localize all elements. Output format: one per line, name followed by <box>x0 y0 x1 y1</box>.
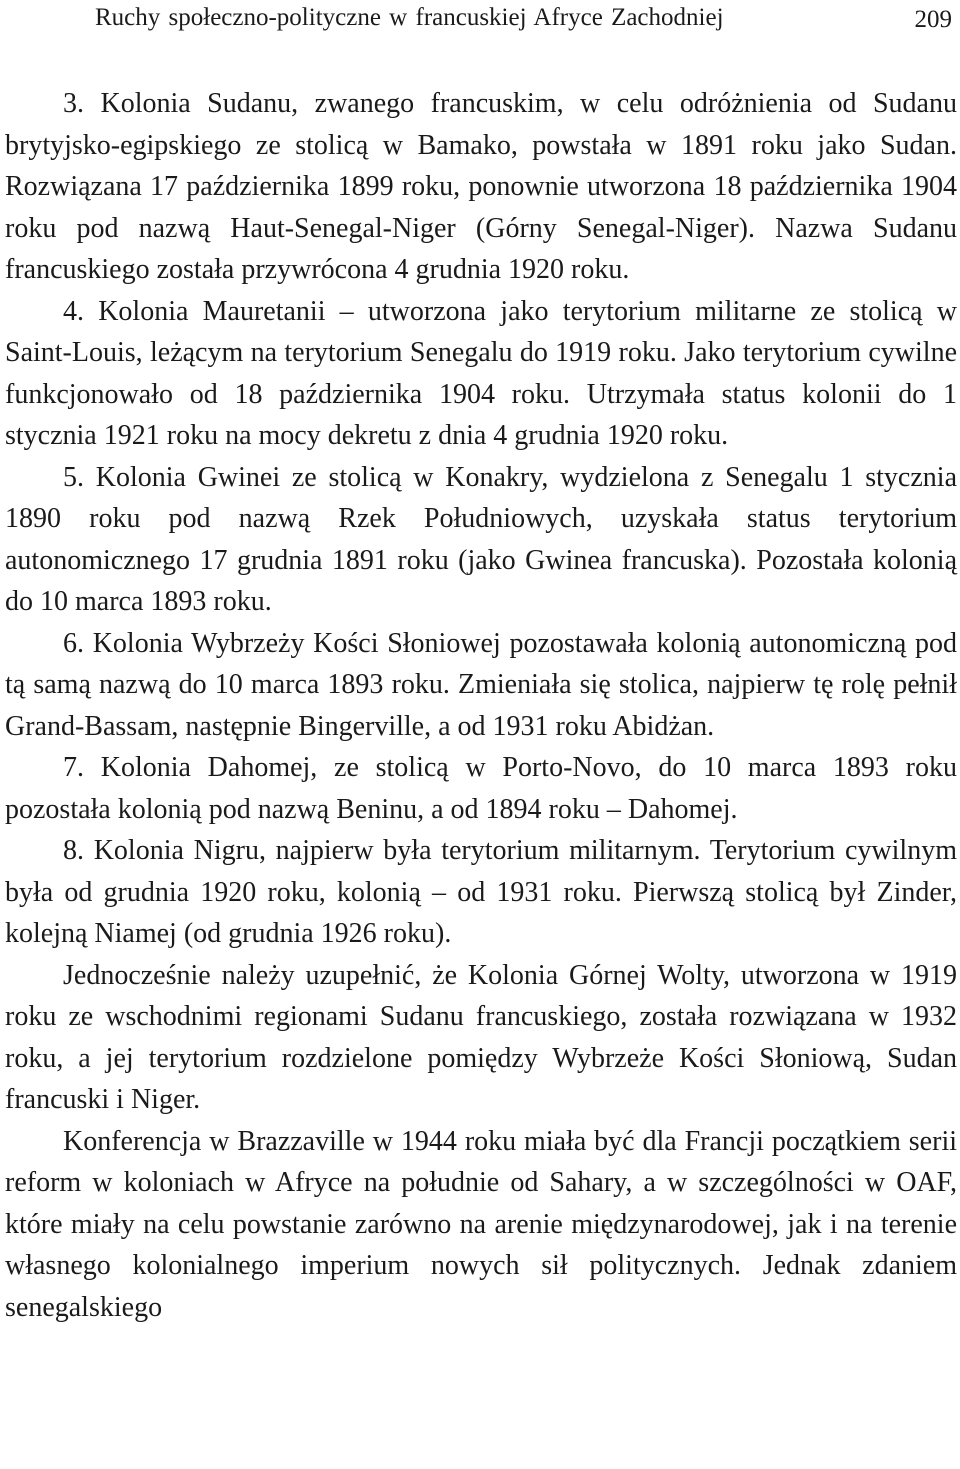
paragraph-kolonia-wybrzezy-kosci-sloniowej: 6. Kolonia Wybrzeży Kości Słoniowej pozostawała kolonią autonomiczną pod tą samą nazwą do 10 marca 1893 roku. Zmieniała się stolica, najpierw tę rolę pełnił Grand-Bassam, następnie Bingerville, a od 1931 roku Abidżan. <box>5 627 957 742</box>
paragraph-gorna-wolta: Jednocześnie należy uzupełnić, że Kolonia Górnej Wolty, utworzona w 1919 roku ze wschodnimi regionami Sudanu francuskiego, została rozwiązana w 1932 roku, a jej terytorium rozdzielone pomiędzy Wybrzeże Kości Słoniową, Sudan francuski i Niger. <box>5 959 957 1115</box>
running-title: Ruchy społeczno-polityczne w francuskiej Afryce Zachodniej <box>95 4 724 31</box>
paragraph-kolonia-dahomej: 7. Kolonia Dahomej, ze stolicą w Porto-Novo, do 10 marca 1893 roku pozostała kolonią pod nazwą Beninu, a od 1894 roku – Dahomej. <box>5 752 957 825</box>
paragraph-kolonia-gwinei: 5. Kolonia Gwinei ze stolicą w Konakry, wydzielona z Senegalu 1 stycznia 1890 roku pod nazwą Rzek Południowych, uzyskała status terytorium autonomicznego 17 grudnia 1891 roku (jako Gwinea francuska). Pozostała kolonią do 10 marca 1893 roku. <box>5 461 957 617</box>
body-text <box>5 83 957 1328</box>
running-header <box>0 2 960 34</box>
paragraph-kolonia-mauretanii: 4. Kolonia Mauretanii – utworzona jako terytorium militarne ze stolicą w Saint-Louis, leżącym na terytorium Senegalu do 1919 roku. Jako terytorium cywilne funkcjonowało od 18 października 1904 roku. Utrzymała status kolonii do 1 stycznia 1921 roku na mocy dekretu z dnia 4 grudnia 1920 roku. <box>5 295 957 451</box>
paragraph-konferencja-brazzaville: Konferencja w Brazzaville w 1944 roku miała być dla Francji początkiem serii reform w koloniach w Afryce na południe od Sahary, a w szczególności w OAF, które miały na celu powstanie zarówno na arenie międzynarodowej, jak i na terenie własnego kolonialnego imperium nowych sił politycznych. Jednak zdaniem senegalskiego <box>5 1125 957 1323</box>
paragraph-kolonia-nigru: 8. Kolonia Nigru, najpierw była terytorium militarnym. Terytorium cywilnym była od grudnia 1920 roku, kolonią – od 1931 roku. Pierwszą stolicą był Zinder, kolejną Niamej (od grudnia 1926 roku). <box>5 835 957 949</box>
page-number: 209 <box>914 6 952 33</box>
paragraph-kolonia-sudanu: 3. Kolonia Sudanu, zwanego francuskim, w celu odróżnienia od Sudanu brytyjsko-egipskiego ze stolicą w Bamako, powstała w 1891 roku jako Sudan. Rozwiązana 17 października 1899 roku, ponownie utworzona 18 października 1904 roku pod nazwą Haut-Senegal-Niger (Górny Senegal-Niger). Nazwa Sudanu francuskiego została przywrócona 4 grudnia 1920 roku. <box>5 88 957 285</box>
